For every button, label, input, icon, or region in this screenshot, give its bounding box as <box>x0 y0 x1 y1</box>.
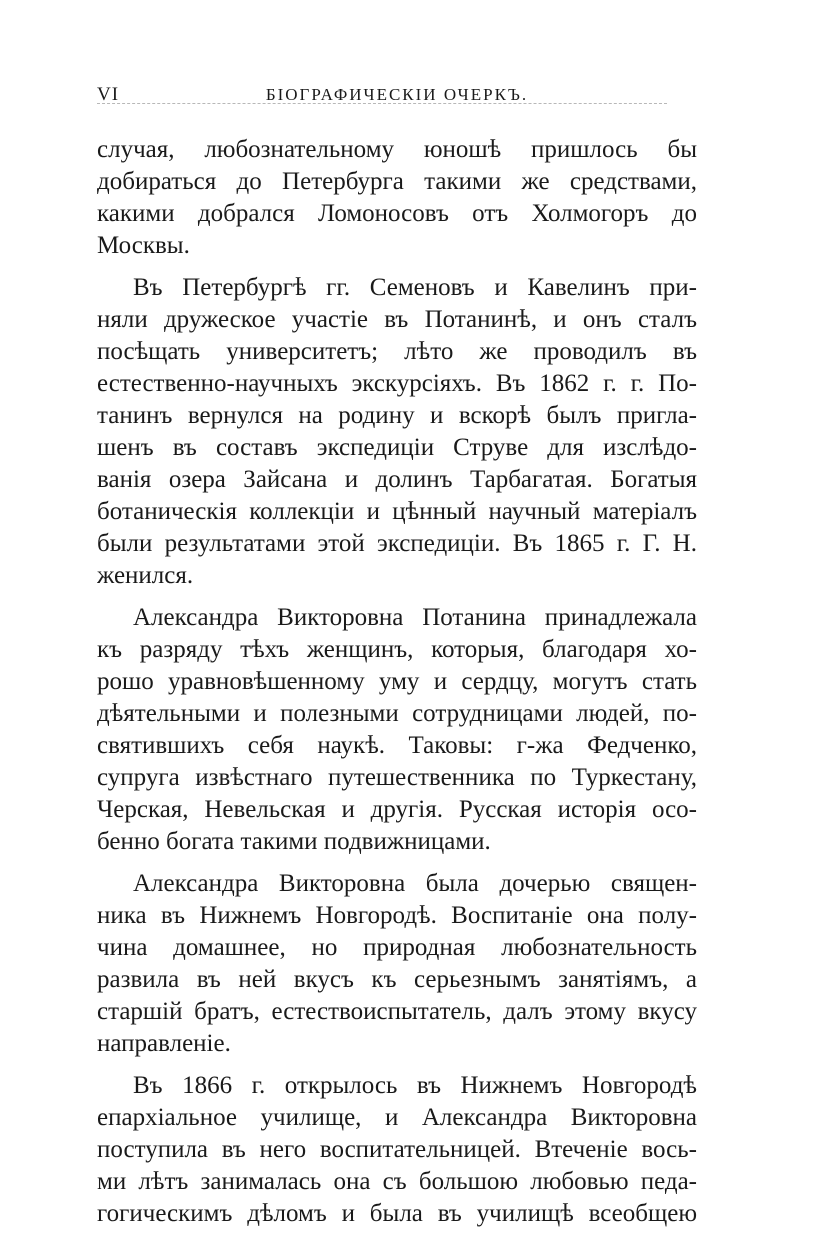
text-line: дѣятельными и полезными сотрудницами людей, по- <box>97 700 697 727</box>
text-line: старшій братъ, естествоиспытатель, далъ этому вкусу <box>97 998 697 1025</box>
paragraph-1 <box>97 134 697 262</box>
text-line: супруга извѣстнаго путешественника по Туркестану, <box>97 764 697 791</box>
text-line: Въ Петербургѣ гг. Семеновъ и Кавелинъ при- <box>133 274 697 301</box>
header-divider <box>97 103 667 104</box>
text-line: няли дружеское участіе въ Потанинѣ, и онъ сталъ <box>97 306 697 333</box>
text-line: ника въ Нижнемъ Новгородѣ. Воспитаніе она полу- <box>97 902 697 929</box>
text-line: рошо уравновѣшенному уму и сердцу, могутъ стать <box>97 668 697 695</box>
text-line: были результатами этой экспедиціи. Въ 1865 г. Г. Н. <box>97 530 697 557</box>
paragraph-5 <box>97 1070 697 1230</box>
text-line: посѣщать университетъ; лѣто же проводилъ въ <box>97 338 697 365</box>
text-line: ванія озера Зайсана и долинъ Тарбагатая. Богатыя <box>97 466 697 493</box>
text-line: шенъ въ составъ экспедиціи Струве для изслѣдо- <box>97 434 697 461</box>
text-line: Черская, Невельская и другія. Русская исторія осо- <box>97 796 697 823</box>
text-line: чина домашнее, но природная любознательность <box>97 934 697 961</box>
text-line: естественно-научныхъ экскурсіяхъ. Въ 1862 г. г. По- <box>97 370 697 397</box>
text-line: Въ 1866 г. открылось въ Нижнемъ Новгородѣ <box>133 1072 697 1099</box>
paragraph-2 <box>97 272 697 592</box>
text-line: Александра Викторовна была дочерью священ- <box>133 870 697 897</box>
paragraph-4 <box>97 868 697 1060</box>
text-line: святившихъ себя наукѣ. Таковы: г-жа Федченко, <box>97 732 697 759</box>
text-line: поступила въ него воспитательницей. Втеченіе вось- <box>97 1136 697 1163</box>
text-line: случая, любознательному юношѣ пришлось бы <box>97 136 697 163</box>
text-line: женился. <box>97 562 194 589</box>
text-line: бенно богата такими подвижницами. <box>97 828 491 855</box>
running-head <box>97 84 697 110</box>
text-line: ми лѣтъ занималась она съ большою любовью педа- <box>97 1168 697 1195</box>
text-line: къ разряду тѣхъ женщинъ, которыя, благодаря хо- <box>97 636 697 663</box>
running-title: БІОГРАФИЧЕСКІИ ОЧЕРКЪ. <box>265 85 529 104</box>
text-line: гогическимъ дѣломъ и была въ училищѣ всеобщею <box>97 1200 697 1227</box>
paragraph-3 <box>97 602 697 858</box>
text-line: добираться до Петербурга такими же средствами, <box>97 168 697 195</box>
text-line: епархіальное училище, и Александра Викторовна <box>97 1104 697 1131</box>
text-line: ботаническія коллекціи и цѣнный научный матеріалъ <box>97 498 697 525</box>
text-line: развила въ ней вкусъ къ серьезнымъ занятіямъ, а <box>97 966 697 993</box>
text-line: какими добрался Ломоносовъ отъ Холмогоръ до <box>97 200 697 227</box>
page-number: VI <box>97 84 120 105</box>
text-line: Александра Викторовна Потанина принадлежала <box>133 604 697 631</box>
body-text <box>97 134 697 1240</box>
text-line: направленіе. <box>97 1030 231 1057</box>
text-line: Москвы. <box>97 232 190 259</box>
text-line: танинъ вернулся на родину и вскорѣ былъ пригла- <box>97 402 697 429</box>
